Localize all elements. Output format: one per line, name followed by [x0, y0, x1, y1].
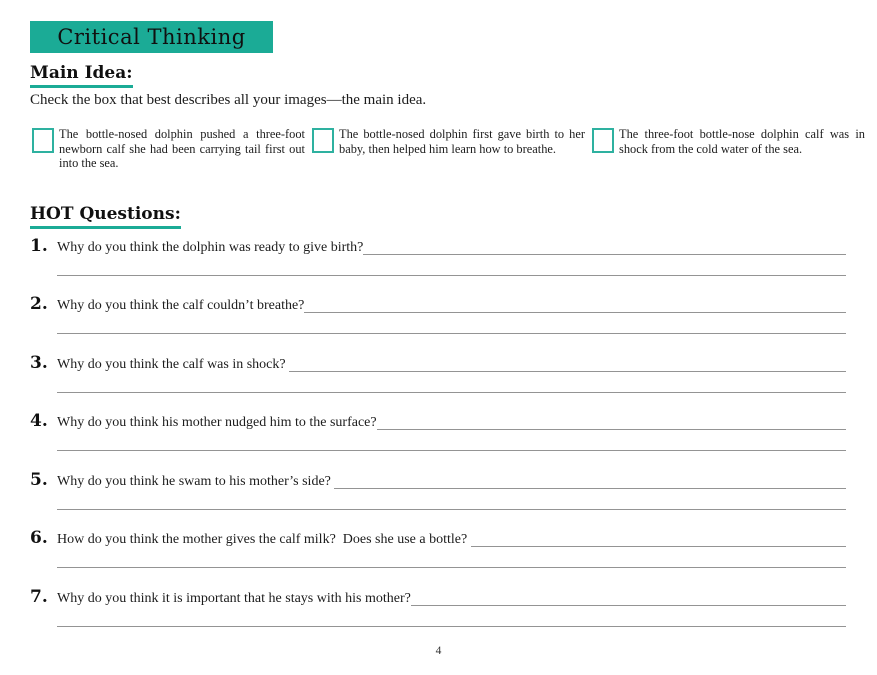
- answer-line: [289, 370, 846, 372]
- checkbox[interactable]: [312, 128, 334, 153]
- answer-line: [57, 316, 846, 334]
- answer-line: [57, 492, 846, 510]
- question-number: 1.: [30, 236, 48, 256]
- question-row: [30, 236, 846, 276]
- option-text: The bottle-nosed dolphin first gave birth to her baby, then helped him learn how to breathe.: [339, 127, 585, 156]
- question-text: Why do you think his mother nudged him to the surface?: [57, 415, 377, 430]
- hot-questions-heading: HOT Questions:: [30, 204, 181, 229]
- main-idea-option: [32, 127, 312, 171]
- answer-line: [57, 433, 846, 451]
- question-text: Why do you think the dolphin was ready to give birth?: [57, 240, 364, 255]
- question-number: 4.: [30, 411, 48, 431]
- question-number: 2.: [30, 294, 48, 314]
- main-idea-options: [32, 127, 872, 171]
- answer-line: [57, 609, 846, 627]
- answer-line: [57, 375, 846, 393]
- question-text: Why do you think the calf was in shock?: [57, 357, 290, 372]
- checkbox[interactable]: [592, 128, 614, 153]
- answer-line: [334, 487, 846, 489]
- main-idea-heading: Main Idea:: [30, 63, 133, 88]
- question-row: [30, 294, 846, 334]
- main-idea-instruction: Check the box that best describes all your images—the main idea.: [30, 92, 427, 108]
- question-row: [30, 411, 846, 451]
- page-title: Critical Thinking: [57, 25, 246, 49]
- answer-line: [57, 258, 846, 276]
- checkbox[interactable]: [32, 128, 54, 153]
- question-row: [30, 587, 846, 627]
- question-text: Why do you think the calf couldn’t breathe?: [57, 298, 305, 313]
- option-text: The three-foot bottle-nose dolphin calf was in shock from the cold water of the sea.: [619, 127, 865, 156]
- answer-line: [57, 550, 846, 568]
- question-number: 3.: [30, 353, 48, 373]
- question-number: 7.: [30, 587, 48, 607]
- question-text: Why do you think he swam to his mother’s side?: [57, 474, 335, 489]
- question-row: [30, 470, 846, 510]
- answer-line: [471, 545, 846, 547]
- option-text: The bottle-nosed dolphin pushed a three-foot newborn calf she had been carrying tail first out into the sea.: [59, 127, 305, 171]
- title-banner: [30, 21, 273, 53]
- question-row: [30, 528, 846, 568]
- answer-line: [363, 253, 846, 255]
- question-text: Why do you think it is important that he stays with his mother?: [57, 591, 411, 606]
- question-text: How do you think the mother gives the calf milk? Does she use a bottle?: [57, 532, 471, 547]
- main-idea-option: [312, 127, 592, 171]
- question-number: 5.: [30, 470, 48, 490]
- page-number: 4: [435, 645, 442, 657]
- answer-line: [411, 604, 846, 606]
- main-idea-option: [592, 127, 872, 171]
- answer-line: [304, 311, 846, 313]
- answer-line: [377, 428, 846, 430]
- question-number: 6.: [30, 528, 48, 548]
- question-row: [30, 353, 846, 393]
